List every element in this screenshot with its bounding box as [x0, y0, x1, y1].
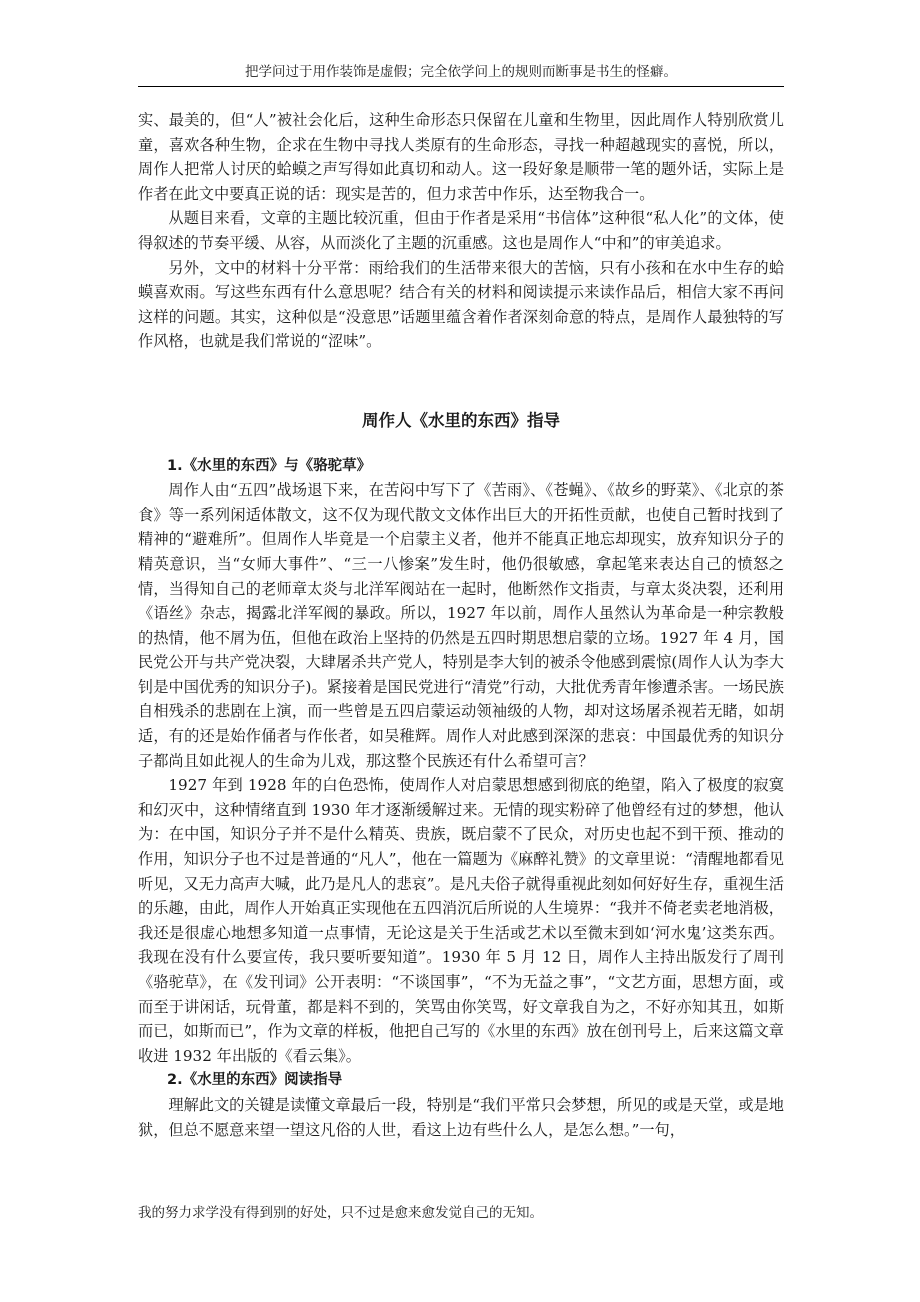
- page-footer: 我的努力求学没有得到别的好处，只不过是愈来愈发觉自己的无知。: [138, 1205, 543, 1221]
- section-title: 周作人《水里的东西》指导: [362, 410, 560, 430]
- paragraph: 另外，文中的材料十分平常：雨给我们的生活带来很大的苦恼，只有小孩和在水中生存的蛤蟆喜欢雨。写这些东西有什么意思呢？结合有关的材料和阅读提示来读作品后，相信大家不再问这样的问题。其实，这种似是“没意思”话题里蕴含着作者深刻命意的特点，是周作人最独特的写作风格，也就是我们常说的“涩味”。: [138, 258, 784, 351]
- subheading-2: 2.《水里的东西》阅读指导: [167, 1072, 343, 1089]
- page-header: 把学问过于用作装饰是虚假；完全依学问上的规则而断事是书生的怪癖。: [138, 62, 784, 87]
- paragraph: 理解此文的关键是读懂文章最后一段，特别是“我们平常只会梦想，所见的或是天堂，或是地狱，但总不愿意来望一望这凡俗的人世，看这上边有些什么人，是怎么想。”一句，: [138, 1095, 784, 1139]
- paragraph: 从题目来看，文章的主题比较沉重，但由于作者是采用“书信体”这种很“私人化”的文体，使得叙述的节奏平缓、从容，从而淡化了主题的沉重感。这也是周作人“中和”的审美追求。: [138, 209, 784, 252]
- paragraph: 1927 年到 1928 年的白色恐怖，使周作人对启蒙思想感到彻底的绝望，陷入了极度的寂寞和幻灭中，这种情绪直到 1930 年才逐渐缓解过来。无情的现实粉碎了他曾经有过的梦想，他认为：在中国，知识分子并不是什么精英、贵族，既启蒙不了民众，对历史也起不到干预、推动的作用，知识分子也不过是普通的“凡人”，他在一篇题为《麻醉礼赞》的文章里说：“清醒地都看见听见，又无力高声大喊，此乃是凡人的悲哀”。是凡夫俗子就得重视此刻如何好好生存，重视生活的乐趣，由此，周作人开始真正实现他在五四消沉后所说的人生境界：“我并不倚老卖老地消极，我还是很虚心地想多知道一点事情，无论这是关于生活或艺术以至微末到如‘河水鬼’这类东西。我现在没有什么要宣传，我只要听要知道”。1930 年 5 月 12 日，周作人主持出版发行了周刊《骆驼草》，在《发刊词》公开表明：“不谈国事”，“不为无益之事”，“文艺方面，思想方面，或而至于讲闲话，玩骨董，都是料不到的，笑骂由你笑骂，好文章我自为之，不好亦知其丑，如斯而已，如斯而已”，作为文章的样板，他把自己写的《水里的东西》放在创刊号上，后来这篇文章收进 1932 年出版的《看云集》。: [138, 776, 784, 1065]
- paragraph: 实、最美的，但“人”被社会化后，这种生命形态只保留在儿童和生物里，因此周作人特别欣赏儿童，喜欢各种生物，企求在生物中寻找人类原有的生命形态，寻找一种超越现实的喜悦，所以，周作人把常人讨厌的蛤蟆之声写得如此真切和动人。这一段好象是顺带一笔的题外话，实际上是作者在此文中要真正说的话：现实是苦的，但力求苦中作乐，达至物我合一。: [138, 111, 784, 203]
- document-body: [138, 108, 784, 1142]
- subheading-1: 1.《水里的东西》与《骆驼草》: [167, 457, 372, 474]
- paragraph: 周作人由“五四”战场退下来，在苦闷中写下了《苦雨》、《苍蝇》、《故乡的野菜》、《北京的茶食》等一系列闲适体散文，这不仅为现代散文文体作出巨大的开拓性贡献，也使自己暂时找到了精神的“避难所”。但周作人毕竟是一个启蒙主义者，他并不能真正地忘却现实，放弃知识分子的精英意识，当“女师大事件”、“三一八惨案”发生时，他仍很敏感，拿起笔来表达自己的愤怒之情，当得知自己的老师章太炎与北洋军阀站在一起时，他断然作文指责，与章太炎决裂，还利用《语丝》杂志，揭露北洋军阀的暴政。所以，1927 年以前，周作人虽然认为革命是一种宗教般的热情，他不屑为伍，但他在政治上坚持的仍然是五四时期思想启蒙的立场。1927 年 4 月，国民党公开与共产党决裂，大肆屠杀共产党人，特别是李大钊的被杀令他感到震惊(周作人认为李大钊是中国优秀的知识分子)。紧接着是国民党进行“清党”行动，大批优秀青年惨遭杀害。一场民族自相残杀的悲剧在上演，而一些曾是五四启蒙运动领袖级的人物，却对这场屠杀视若无睹，如胡适，有的还是始作俑者与作伥者，如吴稚辉。周作人对此感到深深的悲哀：中国最优秀的知识分子都尚且如此视人的生命为儿戏，那这整个民族还有什么希望可言？: [138, 481, 784, 770]
